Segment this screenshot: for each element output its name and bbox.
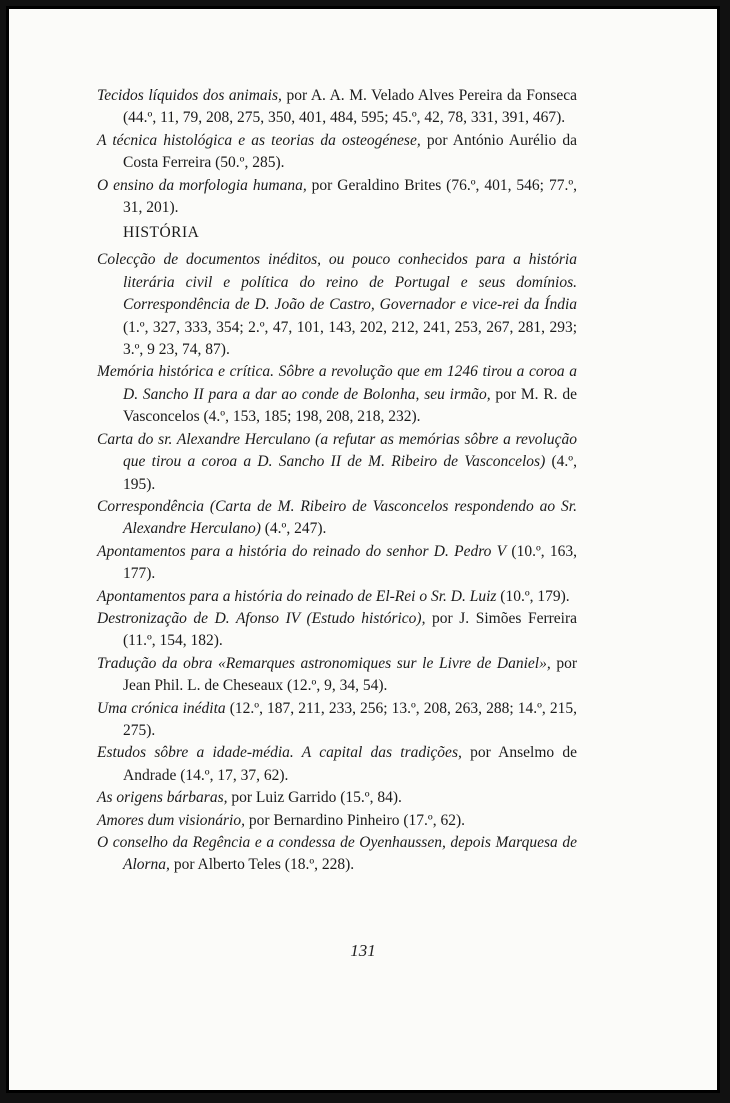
entry-details: (4.º, 195). bbox=[123, 453, 577, 493]
bibliography-entry bbox=[97, 586, 577, 608]
entry-title: Colecção de documentos inéditos, ou pouco conhecidos para a história literária civil e política do reino de Portugal e seus domínios. Correspondência de D. João de Castro, Governador e vice-rei da Índia bbox=[97, 251, 577, 314]
bibliography-entry bbox=[97, 541, 577, 586]
entries-top bbox=[97, 85, 577, 219]
entry-details: (4.º, 247). bbox=[260, 520, 327, 538]
entry-details: (10.º, 163, 177). bbox=[123, 542, 578, 583]
bibliography-entry bbox=[97, 608, 577, 653]
bibliography-entry bbox=[97, 698, 577, 743]
entry-details: por Geraldino Brites (76.º, 401, 546; 77.º, 31, 201). bbox=[123, 176, 578, 217]
entry-title: Uma crónica inédita bbox=[97, 699, 226, 717]
entry-title: As origens bárbaras, bbox=[97, 789, 228, 807]
entry-title: Amores dum visionário, bbox=[97, 811, 245, 829]
entry-details: por J. Simões Ferreira (11.º, 154, 182). bbox=[123, 609, 577, 650]
document-page bbox=[6, 6, 720, 1093]
entry-title: Destronização de D. Afonso IV (Estudo histórico), bbox=[97, 609, 426, 627]
entry-title: A técnica histológica e as teorias da osteogénese, bbox=[97, 131, 421, 149]
entry-title: Tecidos líquidos dos animais, bbox=[97, 87, 282, 104]
entry-details: por Jean Phil. L. de Cheseaux (12.º, 9, 34, 54). bbox=[123, 654, 577, 695]
entry-title: Apontamentos para a história do reinado de El-Rei o Sr. D. Luiz bbox=[97, 587, 497, 605]
bibliography-entry bbox=[97, 429, 577, 496]
entry-title: Tradução da obra «Remarques astronomiques sur le Livre de Daniel», bbox=[97, 654, 551, 672]
entry-title: Estudos sôbre a idade-média. A capital das tradições, bbox=[97, 744, 462, 762]
section-heading: HISTÓRIA bbox=[123, 224, 200, 242]
bibliography-entry bbox=[97, 787, 577, 809]
bibliography-entry bbox=[97, 361, 577, 428]
entry-details: (1.º, 327, 333, 354; 2.º, 47, 101, 143, 202, 212, 241, 253, 267, 281, 293; 3.º, 9 23, 74, 87). bbox=[123, 318, 577, 359]
bibliography-entry bbox=[97, 496, 577, 541]
entry-details: por Luiz Garrido (15.º, 84). bbox=[227, 789, 402, 807]
entry-title: Carta do sr. Alexandre Herculano (a refutar as memórias sôbre a revolução que tirou a coroa a D. Sancho II de M. Ribeiro de Vasconcelos) bbox=[97, 430, 577, 471]
bibliography-entry bbox=[97, 249, 577, 361]
entry-details: por M. R. de Vasconcelos (4.º, 153, 185; 198, 208, 218, 232). bbox=[123, 385, 577, 426]
entry-title: O ensino da morfologia humana, bbox=[97, 176, 307, 194]
entry-details: por Anselmo de Andrade (14.º, 17, 37, 62). bbox=[123, 744, 578, 784]
bibliography-entry bbox=[97, 175, 577, 220]
entry-details: por Bernardino Pinheiro (17.º, 62). bbox=[244, 811, 466, 829]
bibliography-entry bbox=[97, 810, 577, 832]
bibliography-list bbox=[97, 85, 577, 877]
bibliography-entry bbox=[97, 832, 577, 877]
entry-details: por António Aurélio da Costa Ferreira (50.º, 285). bbox=[123, 131, 577, 172]
entry-details: por Alberto Teles (18.º, 228). bbox=[169, 856, 355, 874]
page-number: 131 bbox=[350, 941, 376, 960]
bibliography-entry bbox=[97, 85, 577, 130]
bibliography-entry bbox=[97, 130, 577, 175]
bibliography-entry bbox=[97, 653, 577, 698]
entry-title: Correspondência (Carta de M. Ribeiro de Vasconcelos respondendo ao Sr. Alexandre Herculano) bbox=[97, 497, 577, 538]
entry-details: por A. A. M. Velado Alves Pereira da Fonseca (44.º, 11, 79, 208, 275, 350, 401, 484, 595; 45.º, 42, 78, 331, 391, 467). bbox=[123, 87, 577, 127]
bibliography-entry bbox=[97, 742, 577, 787]
entries-history bbox=[97, 249, 577, 876]
entry-title: Apontamentos para a história do reinado do senhor D. Pedro V bbox=[97, 542, 507, 560]
entry-details: (12.º, 187, 211, 233, 256; 13.º, 208, 263, 288; 14.º, 215, 275). bbox=[123, 699, 577, 739]
entry-title: O conselho da Regência e a condessa de Oyenhaussen, depois Marquesa de Alorna, bbox=[97, 834, 577, 874]
entry-details: (10.º, 179). bbox=[496, 587, 570, 605]
entry-title: Memória histórica e crítica. Sôbre a revolução que em 1246 tirou a coroa a D. Sancho II para a dar ao conde de Bolonha, seu irmão, bbox=[97, 363, 577, 403]
